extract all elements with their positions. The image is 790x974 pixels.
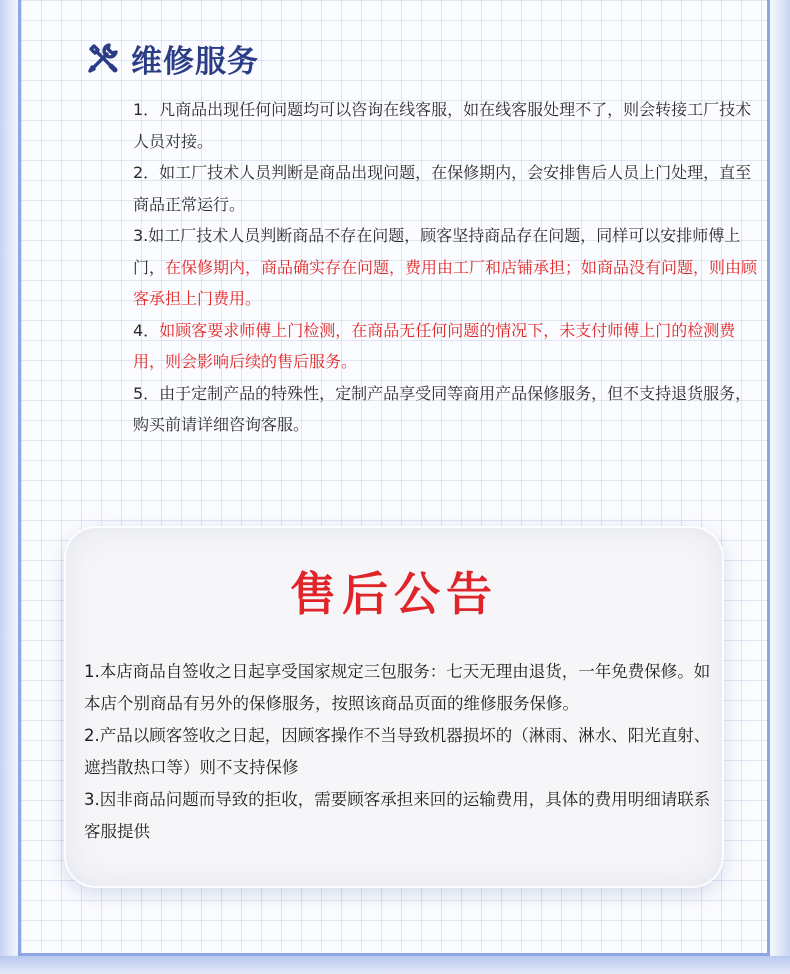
notice-list — [84, 656, 714, 848]
after-sales-notice-card — [66, 528, 722, 886]
repair-item-3: 3.如工厂技术人员判断商品不存在问题，顾客坚持商品存在问题，同样可以安排师傅上门，在保修期内，商品确实存在问题，费用由工厂和店铺承担；如商品没有问题，则由顾客承担上门费用。 — [133, 226, 758, 308]
notice-title: 售后公告 — [290, 567, 498, 621]
repair-item-5: 5．由于定制产品的特殊性，定制产品享受同等商用产品保修服务，但不支持退货服务，购买前请详细咨询客服。 — [133, 383, 752, 434]
repair-header — [85, 36, 259, 80]
wrench-screwdriver-icon — [85, 40, 121, 76]
repair-list — [133, 94, 763, 441]
repair-item-1: 1．凡商品出现任何问题均可以咨询在线客服，如在线客服处理不了，则会转接工厂技术人员对接。 — [133, 100, 752, 151]
repair-item-2: 2．如工厂技术人员判断是商品出现问题，在保修期内，会安排售后人员上门处理，直至商品正常运行。 — [133, 163, 752, 214]
repair-item-4: 4．如顾客要求师傅上门检测，在商品无任何问题的情况下，未支付师傅上门的检测费用，则会影响后续的售后服务。 — [133, 320, 736, 371]
notice-item-2: 2.产品以顾客签收之日起，因顾客操作不当导致机器损坏的（淋雨、淋水、阳光直射、遮挡散热口等）则不支持保修 — [84, 726, 711, 777]
bottom-band — [0, 956, 790, 974]
notice-item-1: 1.本店商品自签收之日起享受国家规定三包服务：七天无理由退货，一年免费保修。如本店个别商品有另外的保修服务，按照该商品页面的维修服务保修。 — [84, 662, 711, 713]
notice-item-3: 3.因非商品问题而导致的拒收，需要顾客承担来回的运输费用，具体的费用明细请联系客服提供 — [84, 790, 711, 841]
repair-title: 维修服务 — [131, 43, 259, 80]
